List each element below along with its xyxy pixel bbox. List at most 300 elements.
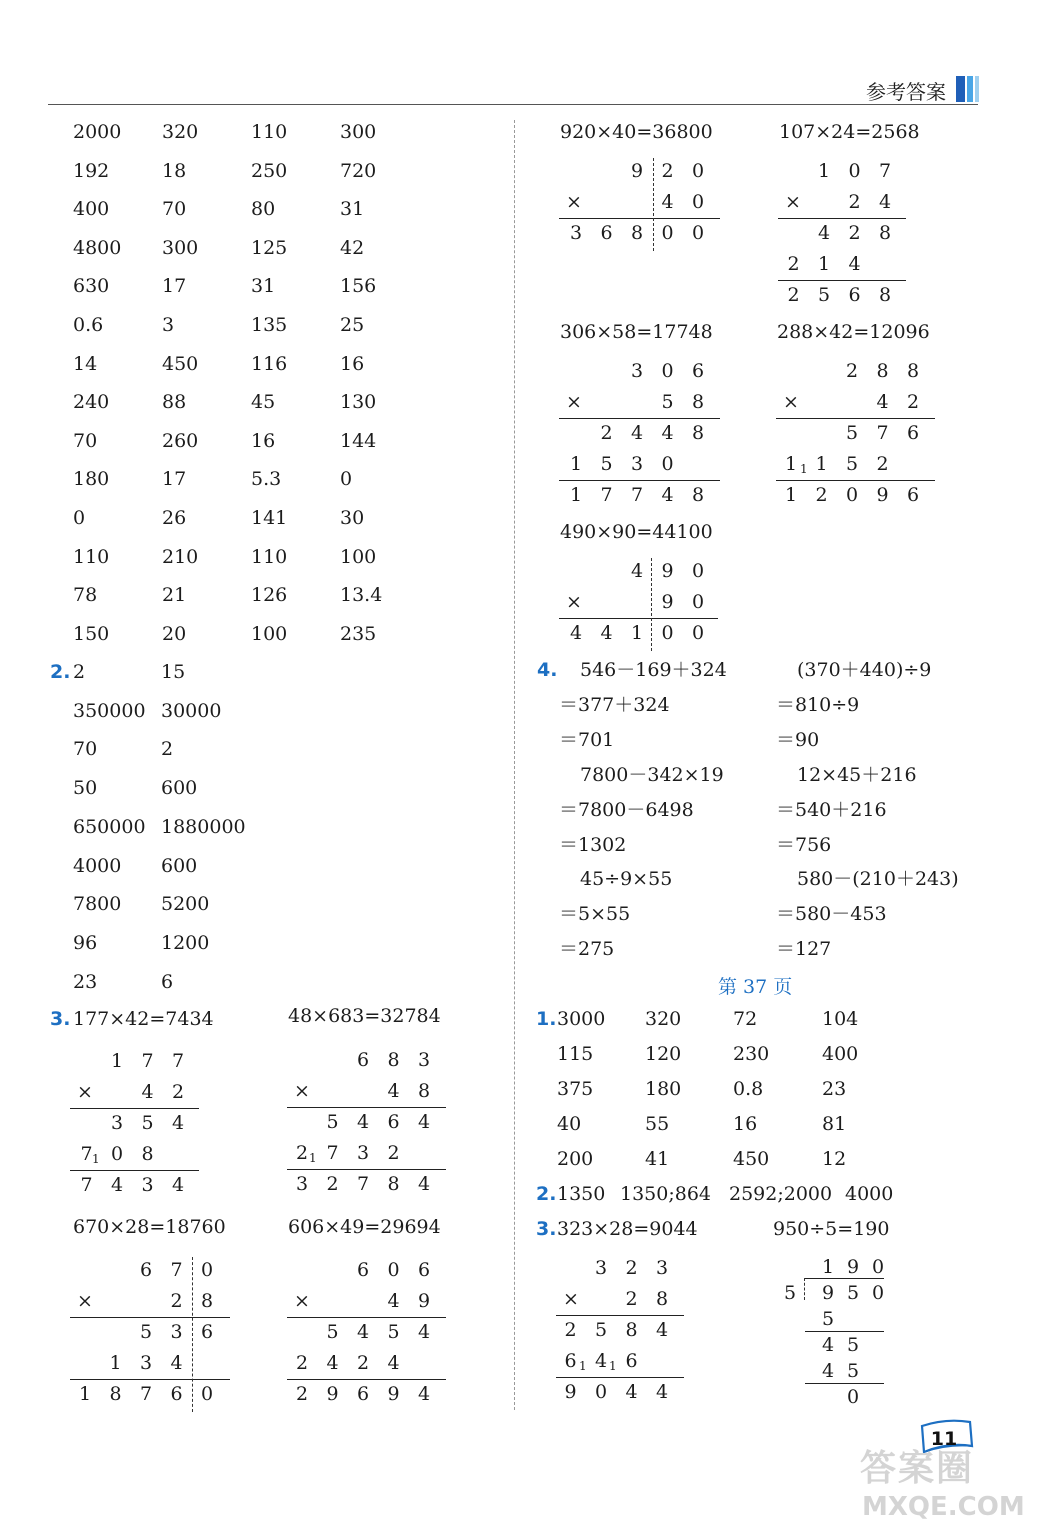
res-digit: 8 xyxy=(387,1173,400,1195)
times-sign: × xyxy=(566,391,582,413)
step-digit: 4 xyxy=(821,1334,835,1356)
res-digit: 6 xyxy=(848,284,861,306)
answer-cell: 350000 xyxy=(73,699,146,722)
res-digit: 9 xyxy=(387,1383,400,1405)
answer-cell: 135 xyxy=(251,314,288,336)
calc-line xyxy=(559,480,720,481)
res-digit: 6 xyxy=(600,222,613,244)
divisor-digit: 5 xyxy=(783,1282,797,1304)
times-sign: × xyxy=(783,391,799,413)
p1-digit: 8 xyxy=(691,422,705,444)
answer-cell: 180 xyxy=(645,1078,682,1100)
res-digit: 1 xyxy=(630,622,644,644)
answer-cell: 16 xyxy=(733,1113,758,1135)
calc-line xyxy=(287,1169,446,1170)
r2-digit: 4 xyxy=(387,1080,400,1102)
r1-digit: 7 xyxy=(141,1050,154,1072)
res-digit: 7 xyxy=(80,1174,93,1196)
q4-step: ＝810÷9 xyxy=(776,693,860,716)
answer-cell: 120 xyxy=(645,1043,682,1065)
p1-digit: 5 xyxy=(326,1111,339,1133)
answer-cell: 0.8 xyxy=(733,1078,764,1100)
p2-digit: 1 xyxy=(784,453,798,475)
r2-digit: 8 xyxy=(691,391,705,413)
calc-line xyxy=(776,418,935,419)
calc-line xyxy=(559,418,720,419)
res-digit: 4 xyxy=(110,1174,124,1196)
answer-cell: 100 xyxy=(251,622,288,645)
r2-digit: 2 xyxy=(171,1081,185,1103)
calc-line xyxy=(70,1379,230,1380)
res-digit: 2 xyxy=(326,1173,339,1195)
res-digit: 1 xyxy=(569,484,583,506)
answer-cell: 116 xyxy=(251,352,288,375)
answer-cell: 320 xyxy=(162,121,199,143)
answer-cell: 31 xyxy=(251,275,276,298)
quotient-digit: 0 xyxy=(871,1256,885,1278)
equation-306x58: 306×58=17748 xyxy=(560,321,713,343)
step-digit: 5 xyxy=(846,1334,860,1356)
carry-digit: 1 xyxy=(309,1151,317,1165)
zero-separator-line xyxy=(192,1257,193,1412)
answer-cell: 600 xyxy=(161,854,198,877)
answer-cell: 55 xyxy=(645,1113,670,1135)
res-digit: 0 xyxy=(691,622,705,644)
r2-digit: 4 xyxy=(661,191,674,213)
p2-digit: 7 xyxy=(326,1142,339,1164)
answer-cell: 180 xyxy=(73,468,110,491)
r2-digit: 2 xyxy=(906,391,920,413)
zero-separator-line xyxy=(653,158,654,251)
r2-digit: 9 xyxy=(417,1290,431,1312)
calc-line xyxy=(559,618,718,619)
answer-cell: 5200 xyxy=(161,893,210,916)
answer-cell: 3 xyxy=(162,314,175,336)
answer-cell: 50 xyxy=(73,777,98,800)
answer-cell: 400 xyxy=(73,198,110,221)
quotient-digit: 9 xyxy=(846,1256,860,1278)
answer-cell: 17 xyxy=(162,468,187,491)
equation-606x49: 606×49=29694 xyxy=(288,1216,441,1238)
p1-digit: 5 xyxy=(845,422,859,444)
equation-490x90: 490×90=44100 xyxy=(560,521,713,543)
p1-digit: 5 xyxy=(387,1321,400,1343)
p37-q2-answer-4: 4000 xyxy=(845,1183,894,1205)
answer-cell: 81 xyxy=(822,1113,847,1135)
times-sign: × xyxy=(563,1288,579,1310)
section-title-page-37: 第 37 页 xyxy=(718,976,793,998)
answer-cell: 450 xyxy=(162,352,199,375)
p1-digit: 2 xyxy=(600,422,613,444)
r1-digit: 8 xyxy=(906,360,920,382)
answer-cell: 104 xyxy=(822,1008,859,1030)
header-rule xyxy=(48,104,978,105)
answer-cell: 1200 xyxy=(161,931,210,954)
answer-cell: 70 xyxy=(73,429,98,452)
step-digit: 5 xyxy=(821,1308,835,1330)
answer-cell: 110 xyxy=(251,545,288,568)
res-digit: 8 xyxy=(109,1383,122,1405)
p1-digit: 5 xyxy=(326,1321,339,1343)
res-digit: 7 xyxy=(356,1173,370,1195)
r1-digit: 6 xyxy=(356,1259,370,1281)
r2-digit: 4 xyxy=(141,1081,154,1103)
r1-digit: 7 xyxy=(878,160,892,182)
equation-670x28: 670×28=18760 xyxy=(73,1216,226,1238)
p37-q2-answer-1: 1350 xyxy=(557,1183,606,1205)
p1-digit: 6 xyxy=(906,422,920,444)
r2-digit: 8 xyxy=(417,1080,431,1102)
division-bracket xyxy=(804,1278,805,1300)
answer-cell: 31 xyxy=(340,198,365,221)
res-digit: 7 xyxy=(139,1383,153,1405)
q4-step: ＝127 xyxy=(776,938,832,961)
times-sign: × xyxy=(785,191,801,213)
r1-digit: 8 xyxy=(876,360,889,382)
calc-line xyxy=(70,1170,199,1171)
res-digit: 0 xyxy=(845,484,859,506)
answer-cell: 6 xyxy=(161,970,174,993)
answer-cell: 16 xyxy=(340,352,365,375)
r1-digit: 6 xyxy=(356,1049,370,1071)
r2-digit: 0 xyxy=(691,191,705,213)
q4-step: 546－169＋324 xyxy=(580,659,727,681)
answer-cell: 144 xyxy=(340,429,377,452)
res-digit: 0 xyxy=(594,1381,608,1403)
answer-cell: 18 xyxy=(162,159,187,182)
r2-digit: 4 xyxy=(876,391,889,413)
equation-107x24: 107×24=2568 xyxy=(779,121,920,143)
res-digit: 2 xyxy=(295,1383,309,1405)
res-digit: 1 xyxy=(784,484,798,506)
res-digit: 9 xyxy=(564,1381,577,1403)
answer-cell: 41 xyxy=(645,1148,670,1170)
answer-cell: 235 xyxy=(340,622,377,645)
r1-digit: 2 xyxy=(661,160,674,182)
res-digit: 8 xyxy=(691,484,705,506)
carry-digit: 1 xyxy=(579,1359,587,1373)
q4-step: 12×45＋216 xyxy=(797,763,917,786)
equation-920x40: 920×40=36800 xyxy=(560,121,713,143)
step-digit: 5 xyxy=(846,1360,860,1382)
r1-digit: 3 xyxy=(417,1049,431,1071)
p2-digit: 1 xyxy=(569,453,583,475)
header-title: 参考答案 xyxy=(866,80,946,104)
answer-cell: 70 xyxy=(73,738,98,761)
answer-cell: 320 xyxy=(645,1008,682,1030)
res-digit: 2 xyxy=(815,484,828,506)
res-digit: 4 xyxy=(171,1174,185,1196)
answer-cell: 2000 xyxy=(73,121,122,143)
r1-digit: 2 xyxy=(625,1257,638,1279)
r1-digit: 8 xyxy=(387,1049,400,1071)
r2-digit: 8 xyxy=(655,1288,669,1310)
p2-digit: 2 xyxy=(787,253,800,275)
calc-line xyxy=(805,1331,884,1332)
calc-line xyxy=(805,1383,884,1384)
res-digit: 4 xyxy=(600,622,613,644)
q4-step: ＝756 xyxy=(776,833,832,856)
times-sign: × xyxy=(77,1290,93,1312)
r1-digit: 0 xyxy=(691,560,705,582)
p1-digit: 2 xyxy=(848,222,861,244)
p1-digit: 4 xyxy=(661,422,674,444)
r2-digit: 8 xyxy=(200,1290,214,1312)
p1-digit: 4 xyxy=(356,1321,370,1343)
answer-cell: 230 xyxy=(733,1043,770,1065)
p2-digit: 3 xyxy=(139,1352,153,1374)
r2-digit: 2 xyxy=(625,1288,638,1310)
answer-cell: 100 xyxy=(340,545,377,568)
res-digit: 0 xyxy=(661,622,674,644)
calc-line xyxy=(556,1315,684,1316)
res-digit: 7 xyxy=(630,484,644,506)
r1-digit: 6 xyxy=(139,1259,153,1281)
answer-cell: 17 xyxy=(162,275,187,298)
p2-digit: 8 xyxy=(141,1143,154,1165)
p2-digit: 0 xyxy=(661,453,674,475)
watermark-url: MXQE.COM xyxy=(862,1492,1025,1522)
carry-digit: 1 xyxy=(92,1152,100,1166)
dividend-digit: 0 xyxy=(871,1282,885,1304)
remainder-digit: 0 xyxy=(846,1386,860,1408)
p37-q2-answer-2: 1350;864 xyxy=(620,1183,712,1205)
q4-step: ＝275 xyxy=(559,938,615,961)
p2-digit: 0 xyxy=(110,1143,124,1165)
r1-digit: 6 xyxy=(691,360,705,382)
dividend-digit: 5 xyxy=(846,1282,860,1304)
r1-digit: 1 xyxy=(817,160,831,182)
q4-step: ＝540＋216 xyxy=(776,798,887,821)
p1-digit: 5 xyxy=(141,1112,154,1134)
answer-cell: 150 xyxy=(73,622,110,645)
watermark-logo: 答案圈 xyxy=(860,1448,975,1489)
answer-cell: 200 xyxy=(557,1148,594,1170)
calc-line xyxy=(805,1278,884,1279)
answer-cell: 25 xyxy=(340,314,365,336)
q4-step: ＝580－453 xyxy=(776,903,887,926)
p2-digit: 6 xyxy=(564,1350,577,1372)
answer-cell: 0.6 xyxy=(73,314,104,336)
calc-line xyxy=(287,1317,446,1318)
r2-digit: 2 xyxy=(848,191,861,213)
q4-step: ＝1302 xyxy=(559,833,627,856)
answer-cell: 12 xyxy=(822,1148,847,1170)
q4-step: ＝90 xyxy=(776,728,820,751)
answer-cell: 110 xyxy=(251,121,288,143)
calc-line xyxy=(778,218,906,219)
q4-label: 4. xyxy=(537,659,558,681)
res-digit: 4 xyxy=(655,1381,669,1403)
answer-cell: 126 xyxy=(251,584,288,607)
res-digit: 6 xyxy=(906,484,920,506)
p1-digit: 3 xyxy=(110,1112,124,1134)
calc-line xyxy=(287,1379,446,1380)
r1-digit: 2 xyxy=(845,360,859,382)
p1-digit: 8 xyxy=(625,1319,638,1341)
answer-cell: 7800 xyxy=(73,893,122,916)
p2-digit: 6 xyxy=(625,1350,638,1372)
res-digit: 4 xyxy=(661,484,674,506)
p1-digit: 5 xyxy=(139,1321,153,1343)
res-digit: 0 xyxy=(691,222,705,244)
q4-step: ＝377＋324 xyxy=(559,693,670,716)
res-digit: 0 xyxy=(661,222,674,244)
answer-cell: 141 xyxy=(251,507,288,529)
answer-cell: 2 xyxy=(161,738,174,761)
calc-line xyxy=(70,1317,230,1318)
answer-cell: 192 xyxy=(73,159,110,182)
answer-cell: 16 xyxy=(251,429,276,452)
r1-digit: 1 xyxy=(110,1050,124,1072)
answer-cell: 450 xyxy=(733,1148,770,1170)
res-digit: 6 xyxy=(356,1383,370,1405)
res-digit: 4 xyxy=(569,622,583,644)
equation-288x42: 288×42=12096 xyxy=(777,321,930,343)
q4-step: 45÷9×55 xyxy=(580,868,673,891)
r2-digit: 4 xyxy=(878,191,892,213)
answer-cell: 300 xyxy=(340,121,377,143)
answer-cell: 2 xyxy=(73,661,86,683)
answer-cell: 630 xyxy=(73,275,110,298)
answer-cell: 260 xyxy=(162,429,199,452)
r1-digit: 0 xyxy=(387,1259,400,1281)
answer-cell: 300 xyxy=(162,236,199,259)
r1-digit: 3 xyxy=(655,1257,669,1279)
answer-cell: 375 xyxy=(557,1078,594,1100)
p1-digit: 4 xyxy=(356,1111,370,1133)
p1-digit: 6 xyxy=(200,1321,214,1343)
p1-digit: 4 xyxy=(171,1112,185,1134)
answer-cell: 45 xyxy=(251,391,276,414)
answer-cell: 110 xyxy=(73,545,110,568)
answer-cell: 30000 xyxy=(161,699,222,722)
res-digit: 7 xyxy=(600,484,613,506)
answer-cell: 40 xyxy=(557,1113,582,1135)
p1-digit: 4 xyxy=(417,1321,431,1343)
answer-cell: 15 xyxy=(161,661,186,683)
p2-digit: 2 xyxy=(295,1142,309,1164)
p2-digit: 4 xyxy=(170,1352,183,1374)
p37-q3-label: 3. xyxy=(536,1218,557,1240)
p2-digit: 5 xyxy=(845,453,859,475)
r2-digit: 5 xyxy=(661,391,674,413)
answer-cell: 88 xyxy=(162,391,187,414)
p2-digit: 2 xyxy=(876,453,889,475)
answer-cell: 30 xyxy=(340,507,365,529)
p1-digit: 4 xyxy=(630,422,644,444)
answer-cell: 23 xyxy=(73,970,98,993)
p2-digit: 4 xyxy=(387,1352,400,1374)
r1-digit: 7 xyxy=(171,1050,185,1072)
answer-cell: 13.4 xyxy=(340,584,383,607)
page-number: 11 xyxy=(930,1428,958,1450)
r1-digit: 3 xyxy=(594,1257,608,1279)
p1-digit: 2 xyxy=(564,1319,577,1341)
answer-cell: 3000 xyxy=(557,1008,606,1030)
calc-line xyxy=(556,1377,684,1378)
calc-line xyxy=(559,218,720,219)
q3-label: 3. xyxy=(50,1008,71,1030)
times-sign: × xyxy=(294,1080,310,1102)
res-digit: 5 xyxy=(817,284,831,306)
res-digit: 8 xyxy=(878,284,892,306)
q4-step: (370＋440)÷9 xyxy=(797,659,932,681)
q4-step: 580－(210＋243) xyxy=(797,868,959,891)
res-digit: 9 xyxy=(876,484,889,506)
answer-cell: 720 xyxy=(340,159,377,182)
p1-digit: 4 xyxy=(417,1111,431,1133)
p1-digit: 8 xyxy=(878,222,892,244)
p2-digit: 1 xyxy=(817,253,831,275)
r1-digit: 7 xyxy=(170,1259,183,1281)
p2-digit: 5 xyxy=(600,453,613,475)
p37-q1-label: 1. xyxy=(536,1008,557,1030)
p1-digit: 3 xyxy=(170,1321,183,1343)
answer-cell: 42 xyxy=(340,236,365,259)
answer-cell: 23 xyxy=(822,1078,847,1100)
answer-cell: 20 xyxy=(162,622,187,645)
calc-line xyxy=(287,1107,446,1108)
column-divider xyxy=(514,120,515,1410)
answer-cell: 14 xyxy=(73,352,98,375)
answer-cell: 250 xyxy=(251,159,288,182)
r1-digit: 3 xyxy=(630,360,644,382)
answer-cell: 0 xyxy=(340,468,353,491)
p2-digit: 4 xyxy=(326,1352,339,1374)
answer-cell: 72 xyxy=(733,1008,758,1030)
r2-digit: 9 xyxy=(661,591,674,613)
p1-digit: 7 xyxy=(876,422,889,444)
res-digit: 4 xyxy=(417,1383,431,1405)
answer-cell: 115 xyxy=(557,1043,594,1065)
res-digit: 3 xyxy=(569,222,583,244)
answer-cell: 26 xyxy=(162,507,187,529)
p2-digit: 2 xyxy=(356,1352,370,1374)
answer-cell: 1880000 xyxy=(161,815,246,838)
p37-q2-answer-3: 2592;2000 xyxy=(729,1183,833,1205)
r1-digit: 0 xyxy=(661,360,674,382)
p2-digit: 1 xyxy=(815,453,828,475)
p1-digit: 4 xyxy=(655,1319,669,1341)
r1-digit: 4 xyxy=(630,560,644,582)
p2-digit: 4 xyxy=(594,1350,608,1372)
res-digit: 8 xyxy=(630,222,644,244)
dividend-digit: 9 xyxy=(821,1282,835,1304)
times-sign: × xyxy=(77,1081,93,1103)
res-digit: 2 xyxy=(787,284,800,306)
times-sign: × xyxy=(566,591,582,613)
r1-digit: 9 xyxy=(630,160,644,182)
r2-digit: 2 xyxy=(170,1290,183,1312)
q4-step: ＝5×55 xyxy=(559,903,631,926)
calc-line xyxy=(70,1108,199,1109)
answer-cell: 70 xyxy=(162,198,187,221)
p1-digit: 4 xyxy=(817,222,831,244)
answer-cell: 21 xyxy=(162,584,187,607)
r1-digit: 0 xyxy=(848,160,861,182)
res-digit: 0 xyxy=(200,1383,214,1405)
answer-cell: 210 xyxy=(162,545,199,568)
p2-digit: 2 xyxy=(387,1142,400,1164)
equation-177x42: 177×42=7434 xyxy=(73,1008,214,1030)
calc-line xyxy=(776,480,935,481)
p2-digit: 2 xyxy=(295,1352,309,1374)
answer-cell: 80 xyxy=(251,198,276,221)
answer-cell: 156 xyxy=(340,275,377,298)
res-digit: 9 xyxy=(326,1383,339,1405)
answer-cell: 240 xyxy=(73,391,110,414)
